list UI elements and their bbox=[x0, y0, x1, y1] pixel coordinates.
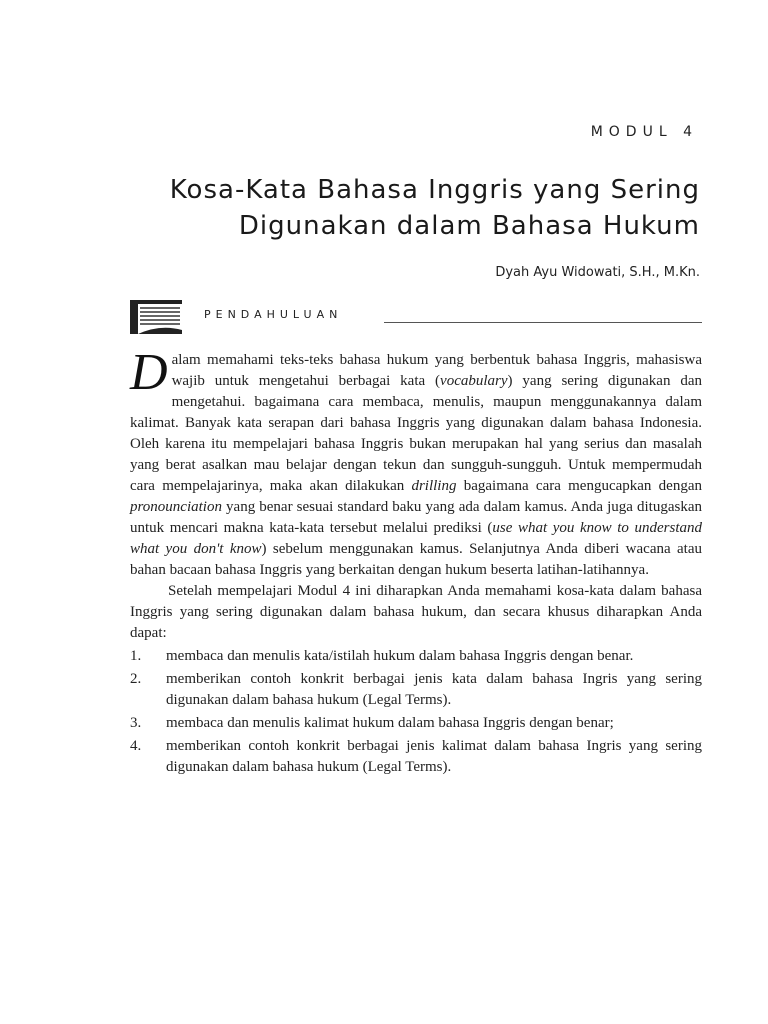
term-vocabulary: vocabulary bbox=[440, 373, 508, 389]
title-line-1: Kosa-Kata Bahasa Inggris yang Sering bbox=[169, 175, 700, 205]
term-use-what-you-know: use what you know to understand what you don't know bbox=[130, 520, 703, 557]
list-item bbox=[130, 646, 702, 667]
objectives-list bbox=[130, 646, 702, 778]
list-text: memberikan contoh konkrit berbagai jenis kalimat dalam bahasa Ingris yang sering digunakan dalam bahasa hukum (Legal Terms). bbox=[166, 738, 702, 775]
author-name: Dyah Ayu Widowati, S.H., M.Kn. bbox=[495, 265, 700, 280]
title-line-2: Digunakan dalam Bahasa Hukum bbox=[238, 211, 700, 241]
list-text: memberikan contoh konkrit berbagai jenis kata dalam bahasa Ingris yang sering digunakan dalam bahasa hukum (Legal Terms). bbox=[166, 671, 702, 708]
module-label: MODUL 4 bbox=[590, 124, 698, 140]
intro-text-e: ) sebelum menggunakan kamus. Selanjutnya Anda diberi wacana atau bahan bacaan bahasa Inggris yang berkaitan dengan hukum beserta latihan-latihannya. bbox=[130, 541, 703, 578]
page-title bbox=[170, 172, 700, 244]
list-text: membaca dan menulis kalimat hukum dalam bahasa Inggris dengan benar; bbox=[166, 715, 614, 731]
section-label: PENDAHULUAN bbox=[204, 308, 343, 321]
term-pronounciation: pronounciation bbox=[130, 499, 222, 515]
list-number: 3. bbox=[130, 715, 142, 731]
list-number: 1. bbox=[130, 648, 142, 664]
intro-text-a: alam memahami teks-teks bahasa hukum yang berbentuk bahasa Inggris, mahasiswa wajib untuk mengetahui berbagai kata ( bbox=[171, 352, 702, 389]
objective-paragraph: Setelah mempelajari Modul 4 ini diharapkan Anda memahami kosa-kata dalam bahasa Inggris yang sering digunakan dalam bahasa hukum, dan secara khusus diharapkan Anda dapat: bbox=[130, 583, 702, 641]
list-number: 4. bbox=[130, 738, 142, 754]
section-rule bbox=[384, 322, 702, 323]
body-text bbox=[130, 344, 703, 780]
list-item bbox=[130, 713, 702, 734]
list-item bbox=[130, 669, 702, 711]
intro-text-b: ) yang sering digunakan dan mengetahui. bagaimana cara membaca, menulis, maupun menggunakannya dalam kalimat. Banyak kata serapan dari bahasa Inggris yang digunakan dalam bahasa Indonesia. Oleh karena itu mempelajari bahasa Inggris bukan merupakan hal yang serius dan masalah yang berat asalkan mau belajar dengan tekun dan sungguh-sungguh. Untuk mempermudah cara mempelajarinya, maka akan dilakukan bbox=[130, 373, 702, 494]
intro-text-c: bagaimana cara mengucapkan dengan bbox=[456, 478, 702, 494]
list-item bbox=[130, 736, 702, 778]
intro-text-d: yang benar sesuai standard baku yang ada dalam kamus. Anda juga ditugaskan untuk mencari makna kata-kata tersebut melalui prediksi ( bbox=[130, 499, 702, 536]
book-icon bbox=[130, 298, 184, 336]
drop-cap: D bbox=[130, 344, 168, 401]
list-text: membaca dan menulis kata/istilah hukum dalam bahasa Inggris dengan benar. bbox=[166, 648, 634, 664]
term-drilling: drilling bbox=[411, 478, 457, 494]
list-number: 2. bbox=[130, 671, 142, 687]
intro-paragraph bbox=[130, 344, 703, 581]
